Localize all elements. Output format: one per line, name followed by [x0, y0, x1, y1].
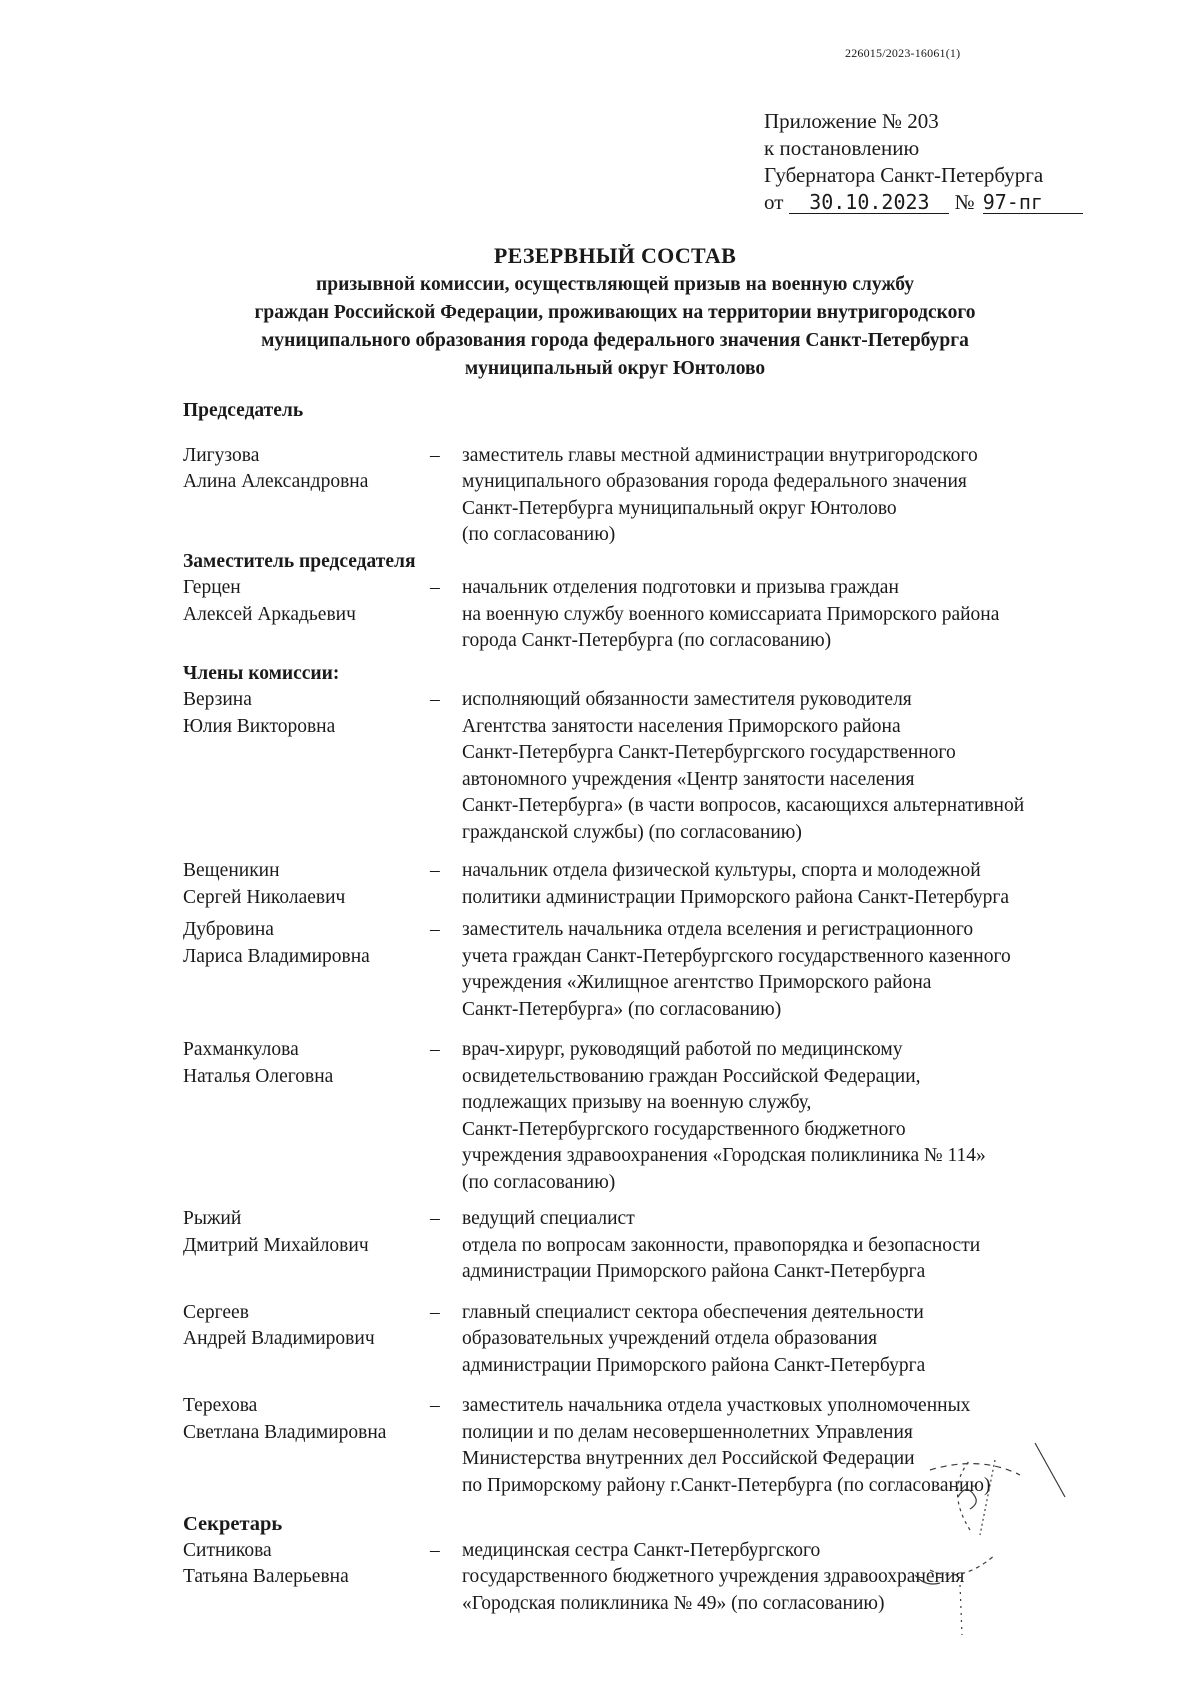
dash: –: [430, 919, 440, 940]
person-position: ведущий специалист отдела по вопросам законности, правопорядка и безопасности администрации Приморского района Санкт-Петербурга: [462, 1208, 981, 1282]
person-name: Лигузова Алина Александровна: [183, 444, 369, 492]
dash: –: [430, 1208, 440, 1229]
person-name: Верзина Юлия Викторовна: [183, 689, 336, 737]
appendix-line: Приложение № 203: [764, 109, 939, 133]
person-name: Герцен Алексей Аркадьевич: [183, 577, 356, 625]
person-name: Дубровина Лариса Владимировна: [183, 919, 370, 967]
date-prefix: от: [764, 190, 784, 214]
appendix-date-row: [764, 189, 1083, 216]
chairman-entry: [183, 443, 1153, 549]
document-title: РЕЗЕРВНЫЙ СОСТАВ: [493, 243, 737, 268]
person-position: медицинская сестра Санкт-Петербургского государственного бюджетного учреждения здравоохранения «Городская поликлиника № 49» (по согласованию): [462, 1539, 965, 1614]
appendix-line: Губернатора Санкт-Петербурга: [764, 163, 1044, 187]
person-position: начальник отдела физической культуры, спорта и молодежной политики администрации Приморского района Санкт-Петербурга: [462, 860, 1010, 908]
section-secretary-title: Секретарь: [183, 1513, 283, 1535]
section-chairman-title: Председатель: [183, 400, 304, 421]
appendix-block: [764, 108, 1083, 216]
member-entry: [183, 1300, 1153, 1380]
member-entry: [183, 917, 1153, 1023]
person-position: главный специалист сектора обеспечения деятельности образовательных учреждений отдела образования администрации Приморского района Санкт-Петербурга: [462, 1301, 926, 1376]
commission-list: [183, 398, 1153, 1617]
number-prefix: №: [954, 190, 975, 214]
dash: –: [430, 444, 440, 466]
document-heading: [150, 241, 1080, 383]
secretary-entry: [183, 1538, 1153, 1618]
member-entry: [183, 1206, 1153, 1286]
appendix-line: к постановлению: [764, 136, 920, 160]
dash: –: [430, 1395, 440, 1416]
deputy-entry: [183, 575, 1153, 655]
heading-line: муниципальный округ Юнтолово: [464, 358, 766, 379]
resolution-date: 30.10.2023: [789, 191, 949, 214]
person-position: начальник отделения подготовки и призыва граждан на военную службу военного комиссариата Приморского района города Санкт-Петербурга (по согласованию): [462, 577, 1000, 651]
person-name: Ситникова Татьяна Валерьевна: [183, 1539, 349, 1587]
person-position: заместитель начальника отдела вселения и регистрационного учета граждан Санкт-Петербургского государственного казенного учреждения «Жилищное агентство Приморского района Санкт-Петербурга» (по согласованию): [462, 919, 1011, 1020]
person-name: Вещеникин Сергей Николаевич: [183, 860, 346, 908]
person-name: Рыжий Дмитрий Михайлович: [183, 1208, 369, 1256]
person-position: врач-хирург, руководящий работой по медицинскому освидетельствованию граждан Российской Федерации, подлежащих призыву на военную службу, Санкт-Петербургского государственного бюджетного учреждения здравоохранения «Городская поликлиника № 114» (по согласованию): [462, 1039, 986, 1193]
person-position: заместитель главы местной администрации внутригородского муниципального образования города федерального значения Санкт-Петербурга муниципальный округ Юнтолово (по согласованию): [462, 444, 978, 545]
section-deputy-title: Заместитель председателя: [183, 550, 416, 572]
dash: –: [430, 577, 440, 598]
dash: –: [430, 1539, 440, 1561]
member-entry: [183, 1037, 1153, 1196]
heading-line: граждан Российской Федерации, проживающих на территории внутригородского: [254, 302, 976, 323]
person-position: исполняющий обязанности заместителя руководителя Агентства занятости населения Приморского района Санкт-Петербурга Санкт-Петербургского государственного автономного учреждения «Центр занятости населения Санкт-Петербурга» (в части вопросов, касающихся альтернативной гражданской службы) (по согласованию): [462, 689, 1025, 843]
person-name: Сергеев Андрей Владимирович: [183, 1301, 375, 1349]
dash: –: [430, 689, 440, 710]
dash: –: [430, 860, 440, 881]
dash: –: [430, 1039, 440, 1060]
heading-line: муниципального образования города федерального значения Санкт-Петербурга: [261, 330, 969, 351]
person-name: Рахманкулова Наталья Олеговна: [183, 1039, 334, 1087]
member-entry: [183, 1393, 1153, 1499]
person-position: заместитель начальника отдела участковых уполномоченных полиции и по делам несовершеннолетних Управления Министерства внутренних дел Российской Федерации по Приморскому району г.Санкт-Петербурга (по согласованию): [462, 1395, 991, 1496]
document-id: 226015/2023-16061(1): [845, 46, 961, 60]
heading-line: призывной комиссии, осуществляющей призыв на военную службу: [316, 274, 914, 295]
person-name: Терехова Светлана Владимировна: [183, 1395, 387, 1443]
dash: –: [430, 1301, 440, 1323]
section-members-title: Члены комиссии:: [183, 662, 340, 684]
resolution-number: 97-пг: [983, 191, 1083, 214]
member-entry: [183, 858, 1153, 911]
member-entry: [183, 687, 1153, 846]
